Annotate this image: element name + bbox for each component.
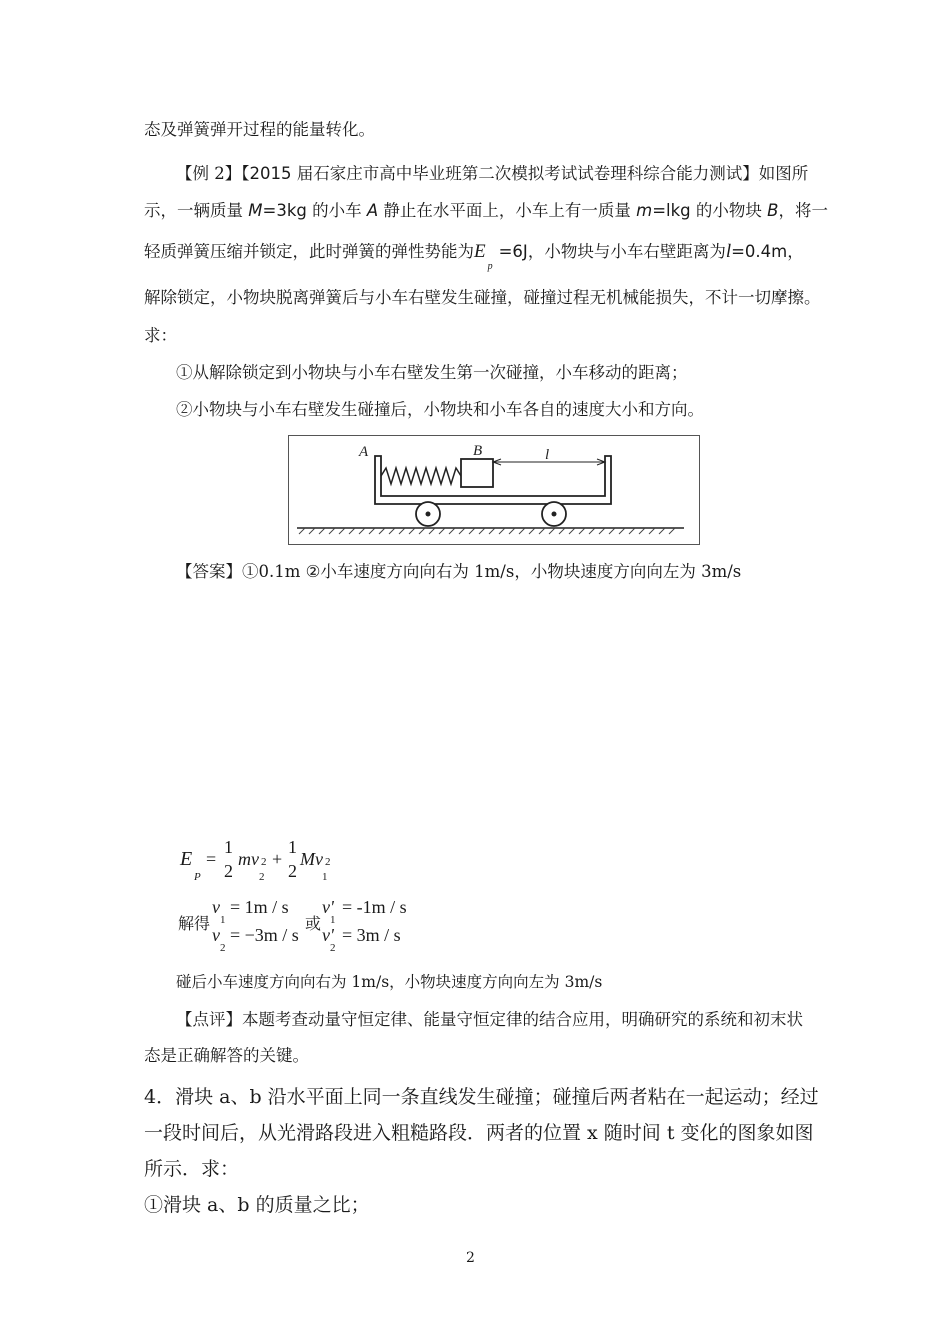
example-line-1: 【例 2】【2015 届石家庄市高中毕业班第二次模拟考试试卷理科综合能力测试】如图所 xyxy=(176,164,809,183)
problem-4-line-1: 4．滑块 a、b 沿水平面上同一条直线发生碰撞；碰撞后两者粘在一起运动；经过 xyxy=(144,1086,819,1108)
example-line-5: 求： xyxy=(144,326,177,345)
comment-line-1: 【点评】本题考查动量守恒定律、能量守恒定律的结合应用，明确研究的系统和初末状 xyxy=(176,1010,803,1029)
example-line-3: 轻质弹簧压缩并锁定，此时弹簧的弹性势能为$E_p=6J$，小物块与小车右壁距离为l=0.4m， xyxy=(144,241,804,272)
example-line-4: 解除锁定，小物块脱离弹簧后与小车右壁发生碰撞，碰撞过程无机械能损失，不计一切摩擦。 xyxy=(144,288,821,307)
block-b xyxy=(461,459,493,487)
spring xyxy=(381,468,461,484)
answer: 【答案】①0.1m ②小车速度方向向右为 1m/s，小物块速度方向向左为 3m/s xyxy=(176,562,742,581)
example-tag: 【例 2】 xyxy=(176,164,242,183)
cart-diagram xyxy=(289,436,699,544)
question-2: ②小物块与小车右壁发生碰撞后，小物块和小车各自的速度大小和方向。 xyxy=(176,400,704,419)
page-number: 2 xyxy=(466,1250,475,1266)
example-line-2: 示，一辆质量 M=3kg 的小车 A 静止在水平面上，小车上有一质量 m=lkg 的小物块 B，将一 xyxy=(144,201,828,220)
paragraph-end: 态及弹簧弹开过程的能量转化。 xyxy=(144,120,375,139)
ground-hatching xyxy=(299,528,675,534)
label-b: B xyxy=(473,443,483,459)
comment-line-2: 态是正确解答的关键。 xyxy=(144,1046,309,1065)
problem-4-question-1: ①滑块 a、b 的质量之比； xyxy=(144,1194,370,1216)
problem-4-line-2: 一段时间后，从光滑路段进入粗糙路段．两者的位置 x 随时间 t 变化的图象如图 xyxy=(144,1122,814,1144)
label-l: l xyxy=(545,447,550,463)
example-source: 【2015 届石家庄市高中毕业班第二次模拟考试试卷理科综合能力测试】 xyxy=(241,164,759,183)
cart-spring-figure xyxy=(288,435,700,545)
label-a: A xyxy=(359,444,369,460)
conclusion: 碰后小车速度方向向右为 1m/s，小物块速度方向向左为 3m/s xyxy=(176,973,603,991)
question-1: ①从解除锁定到小物块与小车右壁发生第一次碰撞，小车移动的距离； xyxy=(176,363,688,382)
ep-symbol: E xyxy=(474,241,486,262)
problem-4-line-3: 所示．求： xyxy=(144,1158,240,1180)
